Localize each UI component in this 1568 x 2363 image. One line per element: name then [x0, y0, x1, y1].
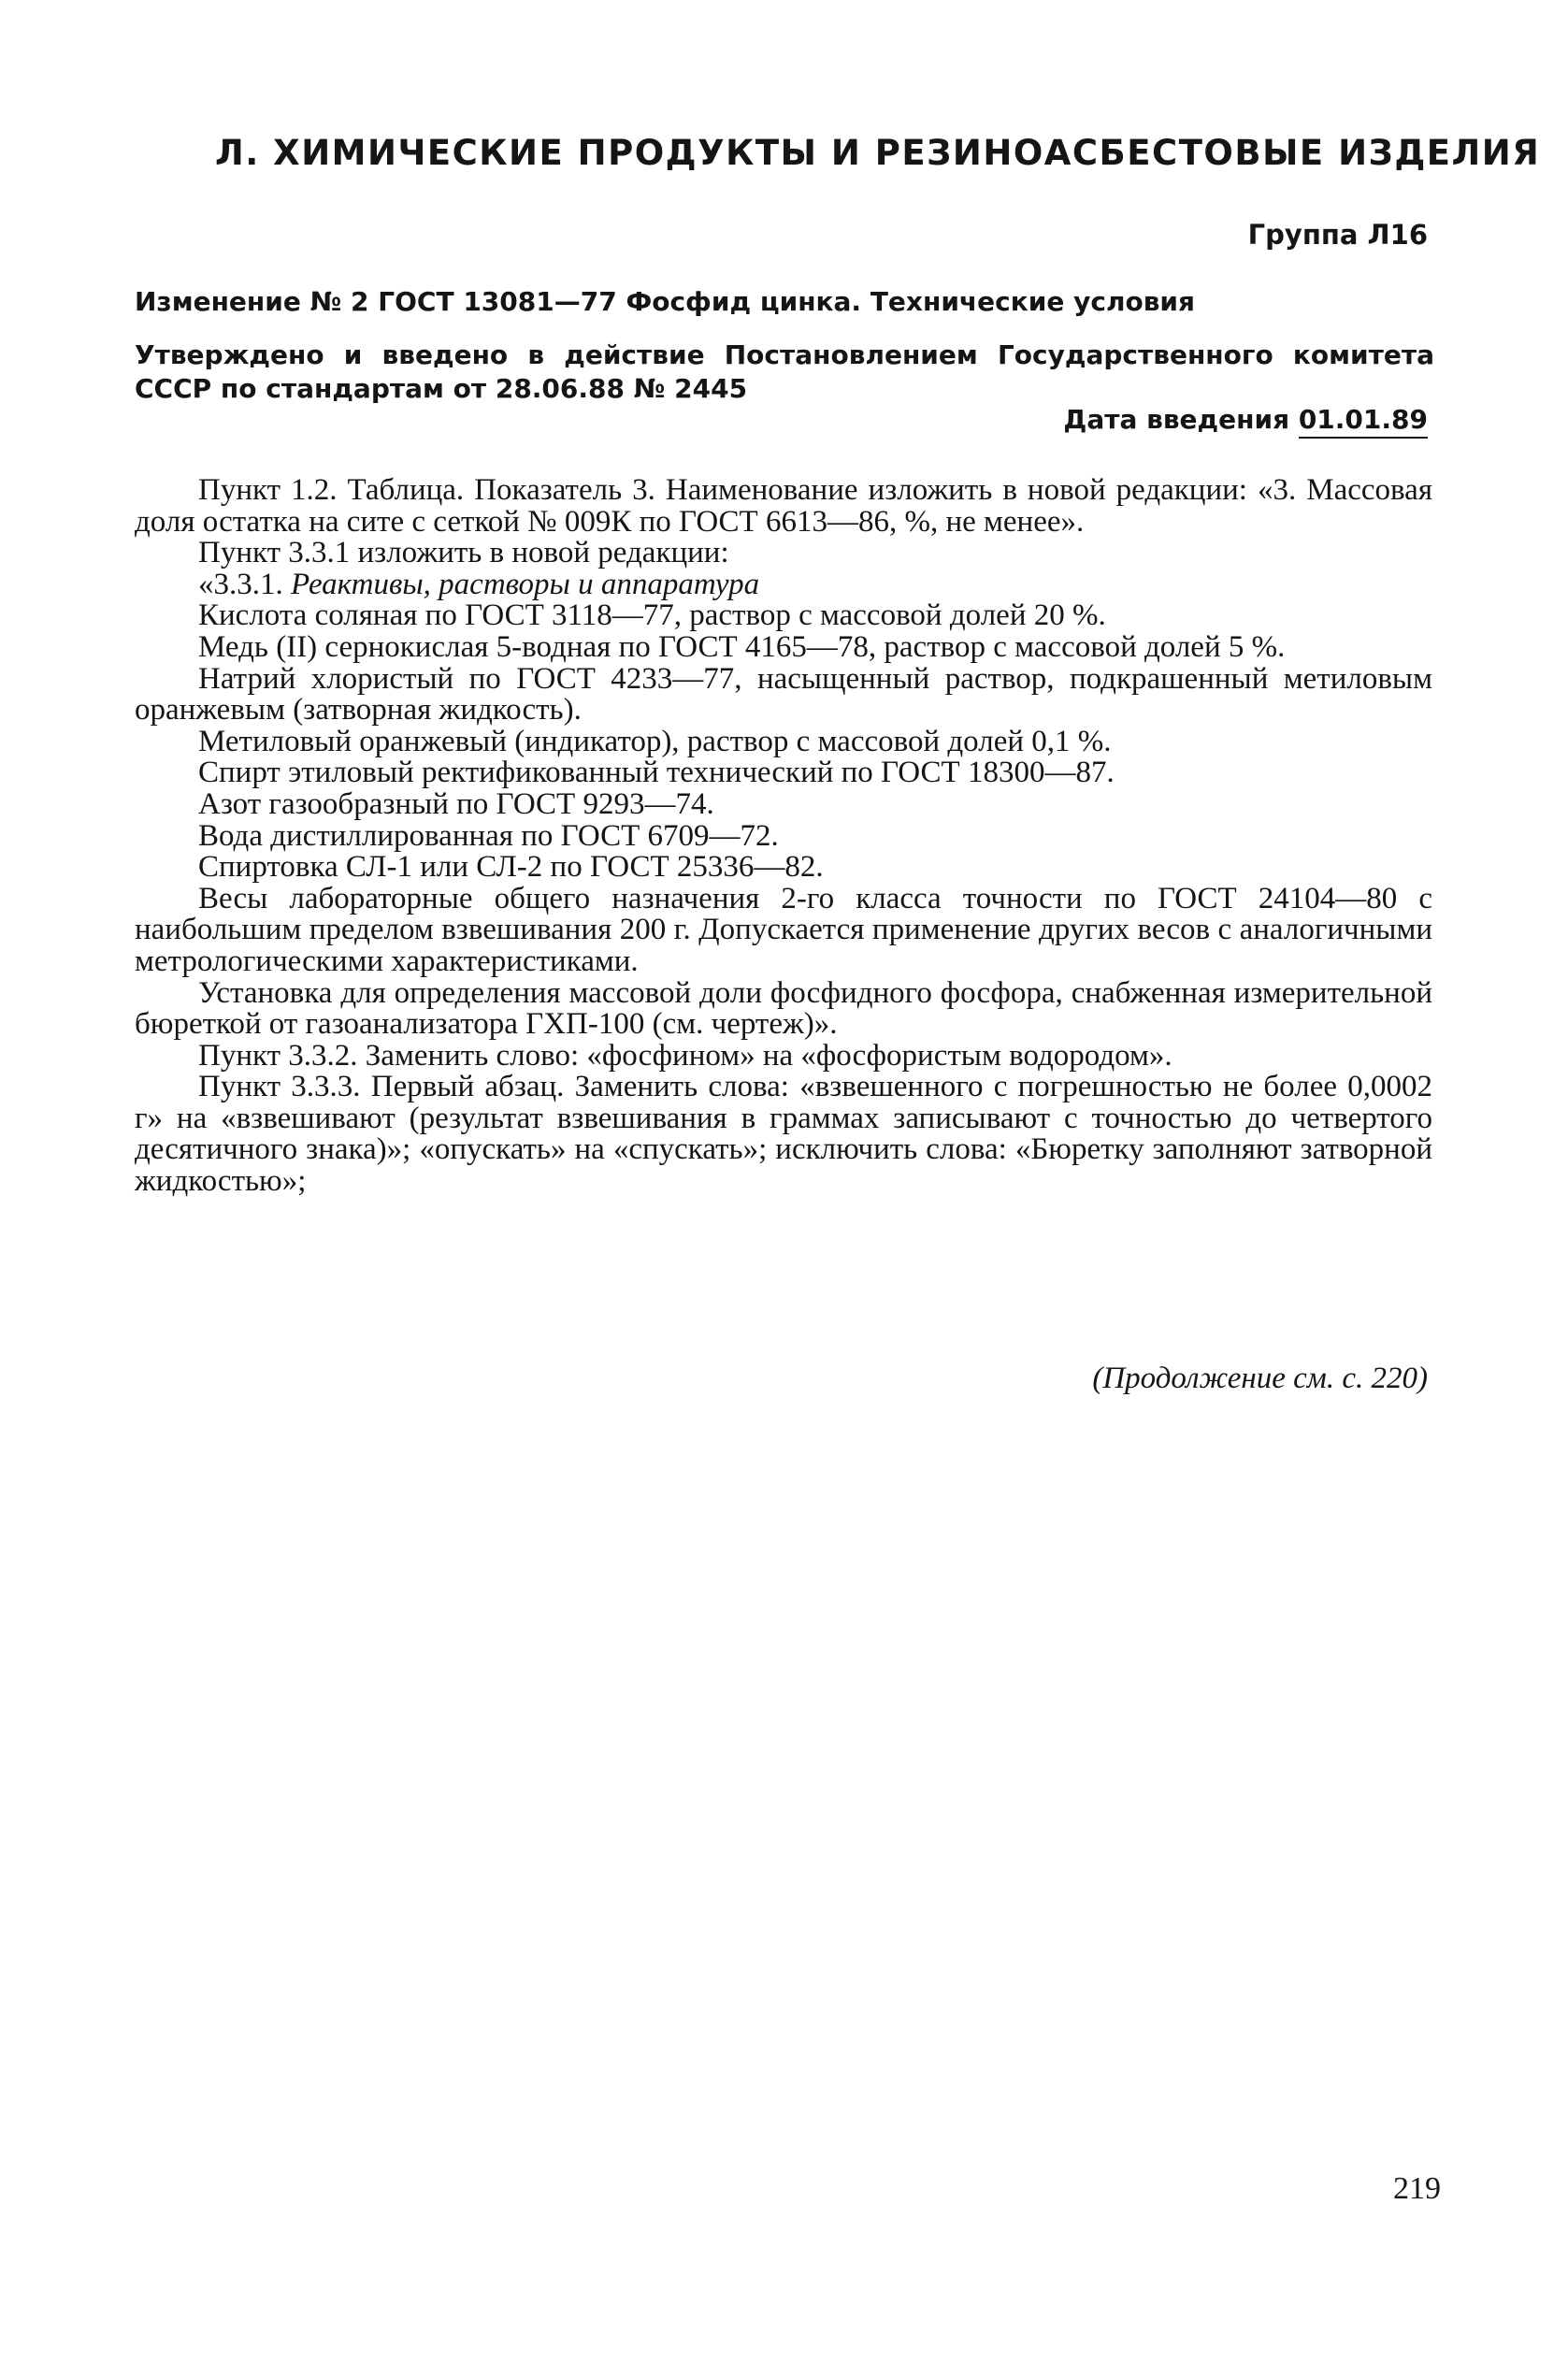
- paragraph: Вода дистиллированная по ГОСТ 6709—72.: [198, 818, 779, 853]
- paragraph: Установка для определения массовой доли фосфидного фосфора, снабженная измерительной бюреткой от газоанализатора ГХП-100 (см. чертеж)».: [135, 975, 1432, 1042]
- paragraph: Натрий хлористый по ГОСТ 4233—77, насыщенный раствор, подкрашенный метиловым оранжевым (затворная жидкость).: [135, 661, 1432, 728]
- paragraph: Кислота соляная по ГОСТ 3118—77, раствор с массовой долей 20 %.: [198, 598, 1106, 633]
- paragraph: Медь (II) сернокислая 5-водная по ГОСТ 4165—78, раствор с массовой долей 5 %.: [198, 629, 1286, 664]
- effective-date-label: Дата введения: [1063, 404, 1290, 435]
- continuation-note: (Продолжение см. с. 220): [1092, 1362, 1428, 1395]
- paragraph: Спиртовка СЛ-1 или СЛ-2 по ГОСТ 25336—82.: [198, 850, 824, 885]
- paragraph: Спирт этиловый ректификованный технический по ГОСТ 18300—87.: [198, 756, 1115, 790]
- body-text: [135, 475, 1432, 1198]
- group-label: Группа Л16: [1247, 219, 1428, 251]
- effective-date-line: [1063, 404, 1428, 435]
- paragraph: [135, 569, 1432, 601]
- paragraph: Метиловый оранжевый (индикатор), раствор с массовой долей 0,1 %.: [198, 724, 1112, 758]
- subsection-heading: Реактивы, растворы и аппаратура: [291, 567, 760, 601]
- paragraph: Весы лабораторные общего назначения 2-го класса точности по ГОСТ 24104—80 с наибольшим пределом взвешивания 200 г. Допускается применение других весов с аналогичными метрологическими характеристиками.: [135, 881, 1432, 978]
- paragraph: Азот газообразный по ГОСТ 9293—74.: [198, 786, 714, 821]
- paragraph: Пункт 3.3.3. Первый абзац. Заменить слова: «взвешенного с погрешностью не более 0,0002 г» на «взвешивают (результат взвешивания в граммах записывают с точностью до четвертого десятичного знака)»; «опускать» на «спускать»; исключить слова: «Бюретку заполняют затворной жидкостью»;: [135, 1070, 1432, 1199]
- paragraph: Пункт 3.3.2. Заменить слово: «фосфином» на «фосфористым водородом».: [198, 1038, 1172, 1073]
- approval-statement: Утверждено и введено в действие Постановлением Государственного комитета СССР по стандартам от 28.06.88 № 2445: [135, 339, 1434, 404]
- amendment-title: Изменение № 2 ГОСТ 13081—77 Фосфид цинка. Технические условия: [135, 286, 1196, 317]
- section-title: Л. ХИМИЧЕСКИЕ ПРОДУКТЫ И РЕЗИНОАСБЕСТОВЫЕ ИЗДЕЛИЯ: [215, 133, 1541, 173]
- subsection-number: «3.3.1.: [198, 567, 291, 601]
- effective-date-value: 01.01.89: [1299, 404, 1428, 439]
- paragraph: Пункт 3.3.1 изложить в новой редакции:: [198, 536, 729, 570]
- paragraph: Пункт 1.2. Таблица. Показатель 3. Наименование изложить в новой редакции: «3. Массовая доля остатка на сите с сеткой № 009К по ГОСТ 6613—86, %, не менее».: [135, 473, 1432, 539]
- page-number: 219: [1393, 2171, 1441, 2206]
